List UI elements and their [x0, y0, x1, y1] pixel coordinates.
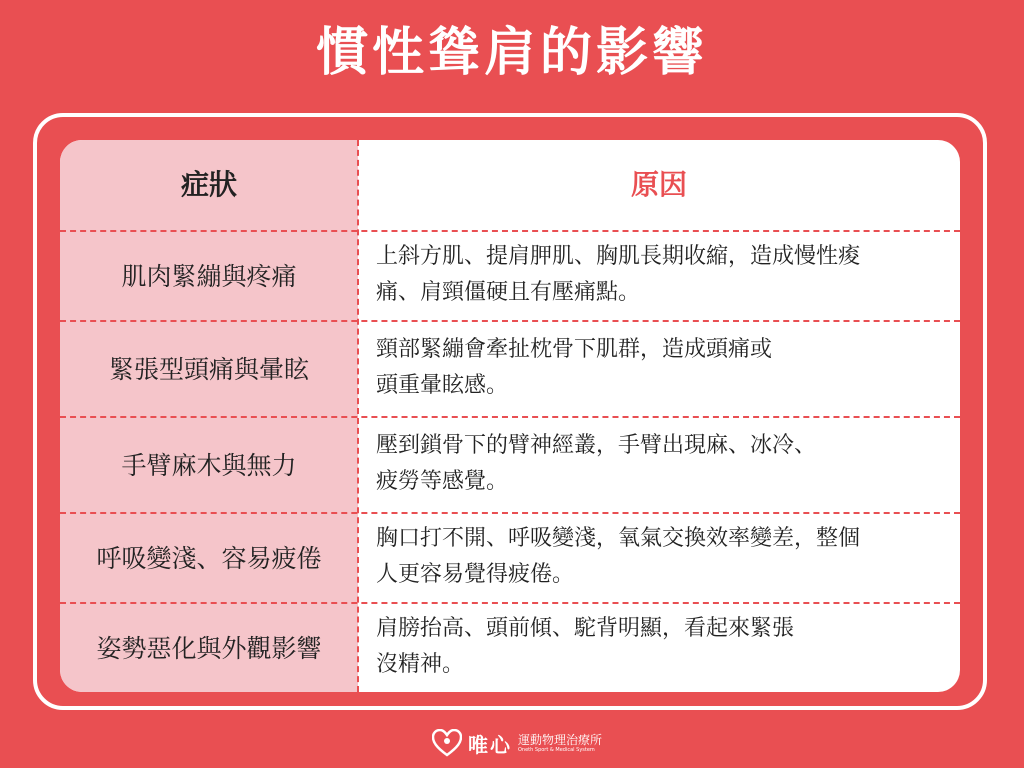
brand-logo: [432, 726, 602, 760]
cause-cell: [376, 512, 946, 602]
cause-line: 痛、肩頸僵硬且有壓痛點。: [376, 280, 641, 305]
cause-line: 壓到鎖骨下的臂神經叢，手臂出現麻、冰冷、: [376, 433, 817, 458]
cause-line: 上斜方肌、提肩胛肌、胸肌長期收縮，造成慢性痠: [376, 244, 861, 269]
cause-line: 頸部緊繃會牽扯枕骨下肌群，造成頭痛或: [376, 337, 773, 362]
symptom-cell: 姿勢惡化與外觀影響: [96, 634, 322, 663]
brand-name: 唯心: [468, 732, 512, 757]
symptom-cell: 肌肉緊繃與疼痛: [121, 262, 297, 291]
symptom-cell: 手臂麻木與無力: [121, 451, 297, 480]
cause-line: 胸口打不開、呼吸變淺，氧氣交換效率變差，整個: [376, 526, 861, 551]
table-row: [60, 416, 960, 512]
table-row: [60, 602, 960, 692]
cause-cell: [376, 416, 946, 512]
table-row: [60, 320, 960, 416]
cause-line: 人更容易覺得疲倦。: [376, 562, 575, 587]
cause-cell: [376, 320, 946, 416]
cause-line: 肩膀抬高、頭前傾、駝背明顯，看起來緊張: [376, 616, 795, 641]
cause-cell: [376, 230, 946, 320]
table-row: [60, 230, 960, 320]
symptom-cell: 呼吸變淺、容易疲倦: [96, 544, 322, 573]
header-symptom: 症狀: [180, 168, 237, 201]
heart-hands-icon: [432, 729, 462, 757]
brand-english: Oneth Sport & Medical System: [518, 746, 595, 753]
impact-table: [60, 140, 960, 692]
brand-subtitle: 運動物理治療所: [518, 732, 603, 747]
header-cause: 原因: [630, 168, 687, 201]
brand-subtitle-block: [518, 734, 602, 753]
cause-line: 頭重暈眩感。: [376, 373, 509, 398]
symptom-cell: 緊張型頭痛與暈眩: [108, 355, 309, 384]
cause-cell: [376, 602, 946, 692]
page-title: 慣性聳肩的影響: [315, 23, 708, 83]
cause-line: 疲勞等感覺。: [376, 469, 509, 494]
cause-line: 沒精神。: [376, 652, 465, 677]
table-row: [60, 512, 960, 602]
